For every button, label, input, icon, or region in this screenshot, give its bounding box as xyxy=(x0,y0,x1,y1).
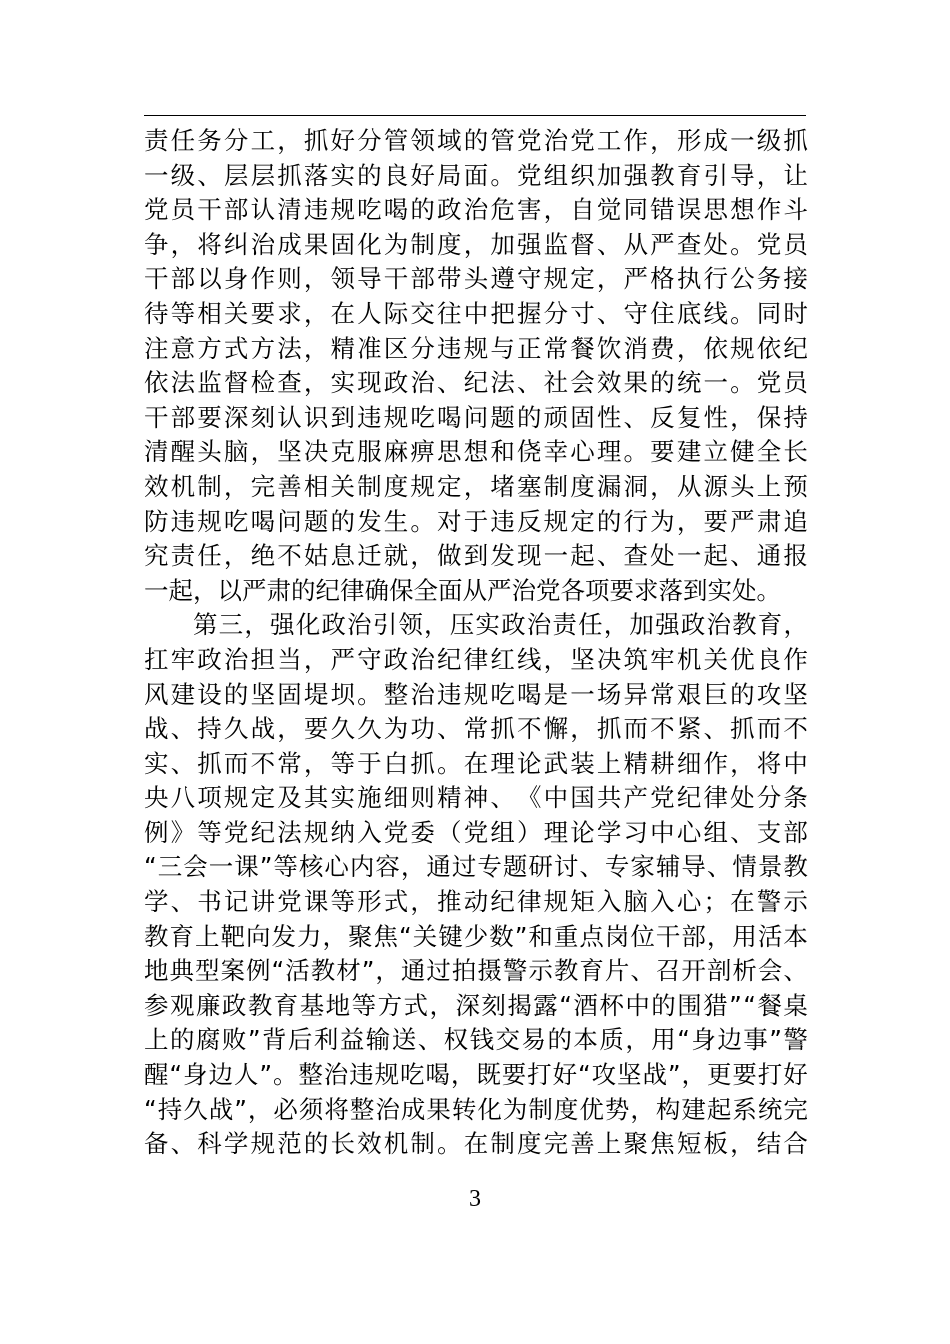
text-line: 效 机 制 ， 完 善 相 关 制 度 规 定 ， 堵 塞 制 度 漏 洞 ， 从 源 头 上 预 xyxy=(144,471,808,501)
text-line: 防 违 规 吃 喝 问 题 的 发 生 。 对 于 违 反 规 定 的 行 为 ， 要 严 肃 追 xyxy=(144,506,808,536)
text-line: 依 法 监 督 检 查 ， 实 现 政 治 、 纪 法 、 社 会 效 果 的 统 一 。 党 员 xyxy=(144,368,808,398)
text-line: 央 八 项 规 定 及 其 实 施 细 则 精 神 、 《 中 国 共 产 党 纪 律 处 分 条 xyxy=(144,783,808,813)
text-line: 教 育 上 靶 向 发 力 ， 聚 焦 “ 关 键 少 数 ” 和 重 点 岗 位 干 部 ， 用 活 本 xyxy=(144,921,808,951)
text-line: 究 责 任 ， 绝 不 姑 息 迁 就 ， 做 到 发 现 一 起 、 查 处 一 起 、 通 报 xyxy=(144,541,808,571)
text-line: 醒 “ 身 边 人 ” 。 整 治 违 规 吃 喝 ， 既 要 打 好 “ 攻 坚 战 ” ， 更 要 打 好 xyxy=(144,1060,808,1090)
text-line: 待 等 相 关 要 求 ， 在 人 际 交 往 中 把 握 分 寸 、 守 住 底 线 。 同 时 xyxy=(144,298,808,328)
text-line: 上 的 腐 败 ” 背 后 利 益 输 送 、 权 钱 交 易 的 本 质 ， 用 “ 身 边 事 ” 警 xyxy=(144,1025,808,1055)
text-line: 参 观 廉 政 教 育 基 地 等 方 式 ， 深 刻 揭 露 “ 酒 杯 中 的 围 猎 ” “ 餐 桌 xyxy=(144,990,808,1020)
text-line: 地 典 型 案 例 “ 活 教 材 ” ， 通 过 拍 摄 警 示 教 育 片 、 召 开 剖 析 会 、 xyxy=(144,956,808,986)
text-line: 备 、 科 学 规 范 的 长 效 机 制 。 在 制 度 完 善 上 聚 焦 短 板 ， 结 合 xyxy=(144,1129,808,1159)
text-line: 扛 牢 政 治 担 当 ， 严 守 政 治 纪 律 红 线 ， 坚 决 筑 牢 机 关 优 良 作 xyxy=(144,644,808,674)
text-line: 第 三 ， 强 化 政 治 引 领 ， 压 实 政 治 责 任 ， 加 强 政 治 教 育 ， xyxy=(193,610,808,640)
text-line: 清 醒 头 脑 ， 坚 决 克 服 麻 痹 思 想 和 侥 幸 心 理 。 要 建 立 健 全 长 xyxy=(144,437,808,467)
text-line: 实 、 抓 而 不 常 ， 等 于 白 抓 。 在 理 论 武 装 上 精 耕 细 作 ， 将 中 xyxy=(144,748,808,778)
text-line: 一 级 、 层 层 抓 落 实 的 良 好 局 面 。 党 组 织 加 强 教 育 引 导 ， 让 xyxy=(144,160,808,190)
text-line: 一起，以严肃的纪律确保全面从严治党各项要求落到实处。 xyxy=(144,575,781,605)
text-line: “ 三 会 一 课 ” 等 核 心 内 容 ， 通 过 专 题 研 讨 、 专 家 辅 导 、 情 景 教 xyxy=(144,852,808,882)
body-text xyxy=(144,124,808,1162)
text-line: 学 、 书 记 讲 党 课 等 形 式 ， 推 动 纪 律 规 矩 入 脑 入 心 ； 在 警 示 xyxy=(144,887,808,917)
text-line: 干 部 以 身 作 则 ， 领 导 干 部 带 头 遵 守 规 定 ， 严 格 执 行 公 务 接 xyxy=(144,264,808,294)
text-line: 战 、 持 久 战 ， 要 久 久 为 功 、 常 抓 不 懈 ， 抓 而 不 紧 、 抓 而 不 xyxy=(144,714,808,744)
text-line: 责 任 务 分 工 ， 抓 好 分 管 领 域 的 管 党 治 党 工 作 ， 形 成 一 级 抓 xyxy=(144,126,808,155)
page-number: 3 xyxy=(469,1186,481,1212)
text-line: 例 》 等 党 纪 法 规 纳 入 党 委 （ 党 组 ） 理 论 学 习 中 心 组 、 支 部 xyxy=(144,817,808,847)
text-line: 争 ， 将 纠 治 成 果 固 化 为 制 度 ， 加 强 监 督 、 从 严 查 处 。 党 员 xyxy=(144,229,808,259)
header-rule xyxy=(144,115,806,116)
text-line: 干 部 要 深 刻 认 识 到 违 规 吃 喝 问 题 的 顽 固 性 、 反 复 性 ， 保 持 xyxy=(144,402,808,432)
text-line: 注 意 方 式 方 法 ， 精 准 区 分 违 规 与 正 常 餐 饮 消 费 ， 依 规 依 纪 xyxy=(144,333,808,363)
text-line: 党 员 干 部 认 清 违 规 吃 喝 的 政 治 危 害 ， 自 觉 同 错 误 思 想 作 斗 xyxy=(144,195,808,225)
text-line: 风 建 设 的 坚 固 堤 坝 。 整 治 违 规 吃 喝 是 一 场 异 常 艰 巨 的 攻 坚 xyxy=(144,679,808,709)
text-line: “ 持 久 战 ” ， 必 须 将 整 治 成 果 转 化 为 制 度 优 势 ， 构 建 起 系 统 完 xyxy=(144,1094,808,1124)
